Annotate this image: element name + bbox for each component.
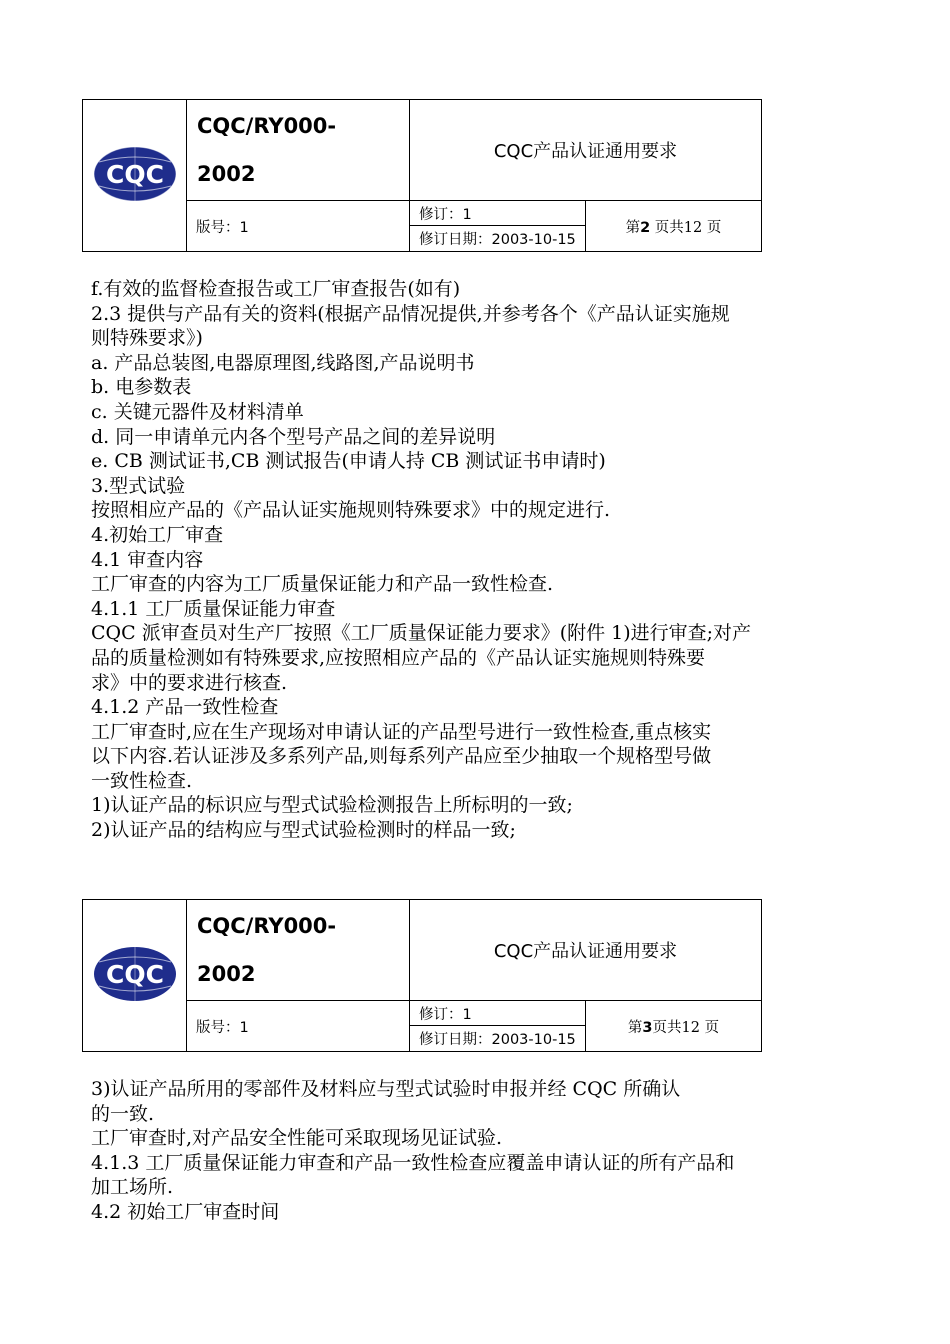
text-line: 2.3 提供与产品有关的资料(根据产品情况提供,并参考各个《产品认证实施规 (91, 302, 730, 325)
text-line: 2)认证产品的结构应与型式试验检测时的样品一致; (91, 819, 516, 842)
text-line: 4.1.2 产品一致性检查 (91, 696, 279, 719)
text-line: 工厂审查时,对产品安全性能可采取现场见证试验. (91, 1127, 503, 1150)
text-line: 以下内容.若认证涉及多系列产品,则每系列产品应至少抽取一个规格型号做 (91, 745, 712, 768)
text-line: c. 关键元器件及材料清单 (91, 400, 304, 423)
page-header-1 (82, 99, 762, 252)
version-label: 版号：1 (187, 1001, 410, 1052)
text-line: 4.1.1 工厂质量保证能力审查 (91, 597, 336, 620)
text-line: 3)认证产品所用的零部件及材料应与型式试验时申报并经 CQC 所确认 (91, 1078, 681, 1100)
doc-title: CQC产品认证通用要求 (410, 900, 762, 1001)
text-line: 1)认证产品的标识应与型式试验检测报告上所标明的一致; (91, 794, 573, 817)
doc-code: CQC/RY000- 2002 (187, 900, 410, 1001)
text-line: 求》中的要求进行核查. (91, 671, 288, 694)
text-line: CQC 派审查员对生产厂按照《工厂质量保证能力要求》(附件 1)进行审查;对产 (91, 622, 752, 645)
revision-label: 修订：1 (410, 1001, 586, 1026)
text-line: 一致性检查. (91, 769, 193, 792)
text-line: 4.1.3 工厂质量保证能力审查和产品一致性检查应覆盖申请认证的所有产品和 (91, 1151, 735, 1174)
text-line: 工厂审查时,应在生产现场对申请认证的产品型号进行一致性检查,重点核实 (91, 720, 712, 743)
text-line: 4.初始工厂审查 (91, 523, 224, 546)
svg-text:CQC: CQC (105, 159, 164, 189)
doc-title: CQC产品认证通用要求 (410, 100, 762, 201)
revision-date: 修订日期：2003-10-15 (410, 1026, 586, 1052)
text-line: 3.型式试验 (91, 474, 186, 497)
logo-cell (83, 900, 187, 1052)
doc-code: CQC/RY000- 2002 (187, 100, 410, 201)
page-header-2 (82, 899, 762, 1052)
cqc-logo-icon (91, 144, 179, 204)
text-line: 工厂审查的内容为工厂质量保证能力和产品一致性检查. (91, 573, 554, 596)
text-line: 4.2 初始工厂审查时间 (91, 1200, 280, 1223)
text-line: a. 产品总装图,电器原理图,线路图,产品说明书 (91, 351, 475, 374)
body-text-page-2 (91, 277, 851, 843)
text-line: 的一致. (91, 1102, 155, 1125)
revision-label: 修订：1 (410, 201, 586, 226)
page-count: 第3页共12 页 (586, 1001, 762, 1052)
text-line: f.有效的监督检查报告或工厂审查报告(如有) (91, 278, 461, 300)
text-line: e. CB 测试证书,CB 测试报告(申请人持 CB 测试证书申请时) (91, 450, 606, 473)
revision-date: 修订日期：2003-10-15 (410, 226, 586, 252)
body-text-page-3 (91, 1077, 851, 1225)
text-line: 品的质量检测如有特殊要求,应按照相应产品的《产品认证实施规则特殊要 (91, 646, 706, 669)
text-line: 4.1 审查内容 (91, 548, 204, 571)
text-line: b. 电参数表 (91, 376, 192, 399)
text-line: 则特殊要求》) (91, 327, 203, 350)
cqc-logo-icon (91, 944, 179, 1004)
page-count: 第2 页共12 页 (586, 201, 762, 252)
text-line: 加工场所. (91, 1176, 174, 1199)
logo-cell (83, 100, 187, 252)
version-label: 版号：1 (187, 201, 410, 252)
text-line: 按照相应产品的《产品认证实施规则特殊要求》中的规定进行. (91, 499, 611, 522)
svg-text:CQC: CQC (105, 959, 164, 989)
text-line: d. 同一申请单元内各个型号产品之间的差异说明 (91, 425, 496, 448)
